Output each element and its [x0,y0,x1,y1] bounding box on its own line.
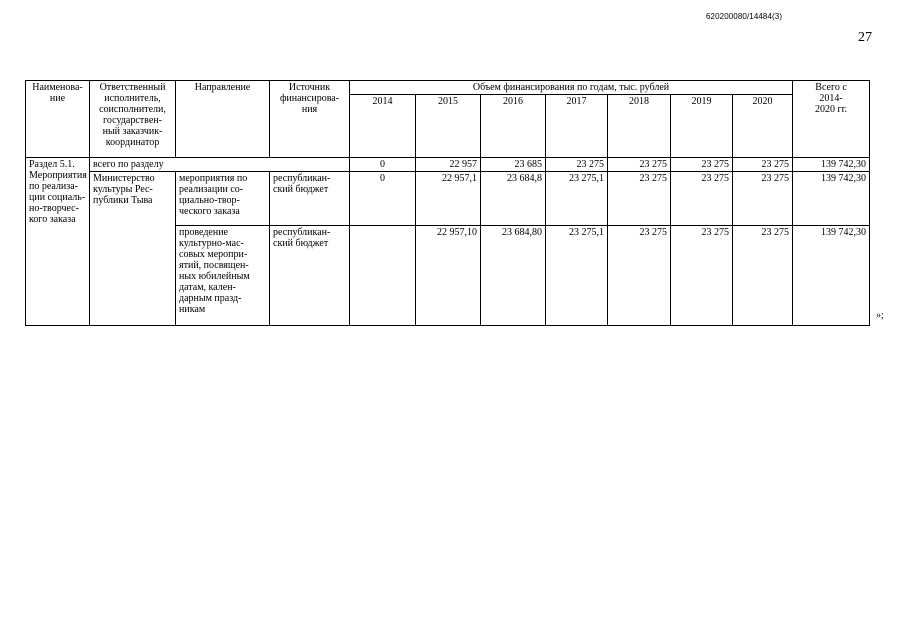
header-name: Наименова- ние [26,81,90,158]
total-2016: 23 685 [481,158,546,172]
year-2019: 2019 [671,95,733,158]
year-2017: 2017 [546,95,608,158]
row2-2020: 23 275 [733,226,793,326]
year-2015: 2015 [416,95,481,158]
row1-2020: 23 275 [733,172,793,226]
row1-direction: мероприятия по реализации со- циально-твор- ческого заказа [176,172,270,226]
row1-2015: 22 957,1 [416,172,481,226]
header-executor: Ответственный исполнитель, соисполнители, государствен- ный заказчик- координатор [90,81,176,158]
year-2020: 2020 [733,95,793,158]
header-direction: Направление [176,81,270,158]
row2-2014 [350,226,416,326]
financing-table [25,80,870,326]
row1-source: республикан- ский бюджет [270,172,350,226]
row2-direction: проведение культурно-мас- совых меропри- ятий, посвящен- ных юбилейным датам, кален- дарным празд- никам [176,226,270,326]
table-row [26,172,870,226]
row2-sum: 139 742,30 [793,226,870,326]
section-executor: Министерство культуры Рес- публики Тыва [90,172,176,326]
row1-2017: 23 275,1 [546,172,608,226]
header-total: Всего с 2014- 2020 гг. [793,81,870,158]
page-number: 27 [858,30,872,45]
row2-2015: 22 957,10 [416,226,481,326]
total-2017: 23 275 [546,158,608,172]
document-code: 620200080/14484(3) [706,12,783,21]
row2-source: республикан- ский бюджет [270,226,350,326]
row2-2018: 23 275 [608,226,671,326]
row2-2019: 23 275 [671,226,733,326]
row2-2017: 23 275,1 [546,226,608,326]
row2-2016: 23 684,80 [481,226,546,326]
header-funding: Объем финансирования по годам, тыс. рублей [350,81,793,95]
total-2014: 0 [350,158,416,172]
year-2018: 2018 [608,95,671,158]
total-sum: 139 742,30 [793,158,870,172]
year-2014: 2014 [350,95,416,158]
total-2019: 23 275 [671,158,733,172]
total-row-label: всего по разделу [90,158,350,172]
row1-2019: 23 275 [671,172,733,226]
row1-sum: 139 742,30 [793,172,870,226]
section-name: Раздел 5.1. Мероприятия по реализа- ции социаль- но-творчес- кого заказа [26,158,90,326]
total-2015: 22 957 [416,158,481,172]
total-2018: 23 275 [608,158,671,172]
year-2016: 2016 [481,95,546,158]
table-row [26,158,870,172]
row1-2018: 23 275 [608,172,671,226]
header-source: Источник финансирова- ния [270,81,350,158]
row1-2014: 0 [350,172,416,226]
row1-2016: 23 684,8 [481,172,546,226]
total-2020: 23 275 [733,158,793,172]
closing-mark: »; [876,310,884,321]
